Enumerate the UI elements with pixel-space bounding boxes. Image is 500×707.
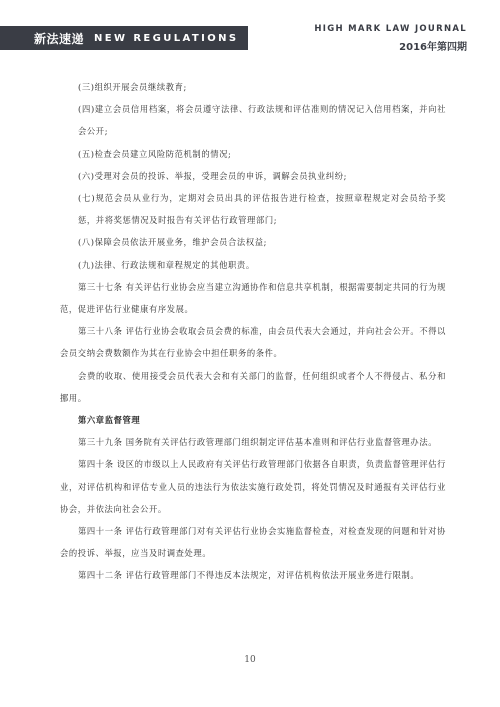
article-body	[60, 76, 446, 587]
journal-issue: 2016年第四期	[399, 42, 467, 53]
section-title-cn: 新法速递	[34, 31, 85, 46]
paragraph: 第三十七条 有关评估行业协会应当建立沟通协作和信息共享机制，根据需要制定共同的行为规范，促进评估行业健康有序发展。	[60, 281, 447, 315]
chapter-heading: 第六章监督管理	[78, 415, 141, 426]
paragraph: (六)受理对会员的投诉、举报，受理会员的申诉，调解会员执业纠纷;	[78, 170, 348, 181]
paragraph: (五)检查会员建立风险防范机制的情况;	[78, 148, 232, 159]
paragraph: 第三十八条 评估行业协会收取会员会费的标准，由会员代表大会通过，并向社会公开。不得以会员交纳会费数额作为其在行业协会中担任职务的条件。	[60, 326, 447, 359]
page-number: 10	[244, 655, 256, 665]
paragraph: (四)建立会员信用档案，将会员遵守法律、行政法规和评估准则的情况记入信用档案，并向社会公开;	[78, 104, 446, 137]
paragraph: (七)规范会员从业行为，定期对会员出具的评估报告进行检查，按照章程规定对会员给予奖惩，并将奖惩情况及时报告有关评估行政管理部门;	[78, 193, 446, 226]
paragraph: 第四十二条 评估行政管理部门不得违反本法规定，对评估机构依法开展业务进行限制。	[78, 570, 420, 581]
paragraph: 第四十条 设区的市级以上人民政府有关评估行政管理部门依据各自职责，负责监督管理评估行业，对评估机构和评估专业人员的违法行为依法实施行政处罚，将处罚情况及时通报有关评估行业协会，并依法向社会公开。	[60, 459, 447, 514]
paragraph: (八)保障会员依法开展业务，维护会员合法权益;	[78, 237, 268, 248]
section-title-en: NEW REGULATIONS	[94, 32, 239, 44]
paragraph: 第三十九条 国务院有关评估行政管理部门组织制定评估基本准则和评估行业监督管理办法。	[78, 437, 438, 448]
paragraph: (九)法律、行政法规和章程规定的其他职责。	[78, 259, 255, 270]
paragraph: 会费的收取、使用接受会员代表大会和有关部门的监督，任何组织或者个人不得侵占、私分和挪用。	[60, 370, 446, 403]
journal-name: HIGH MARK LAW JOURNAL	[314, 24, 467, 34]
section-banner	[0, 26, 248, 50]
paragraph: (三)组织开展会员继续教育;	[78, 82, 187, 92]
paragraph: 第四十一条 评估行政管理部门对有关评估行业协会实施监督检查，对检查发现的问题和针对协会的投诉、举报，应当及时调查处理。	[60, 526, 447, 559]
